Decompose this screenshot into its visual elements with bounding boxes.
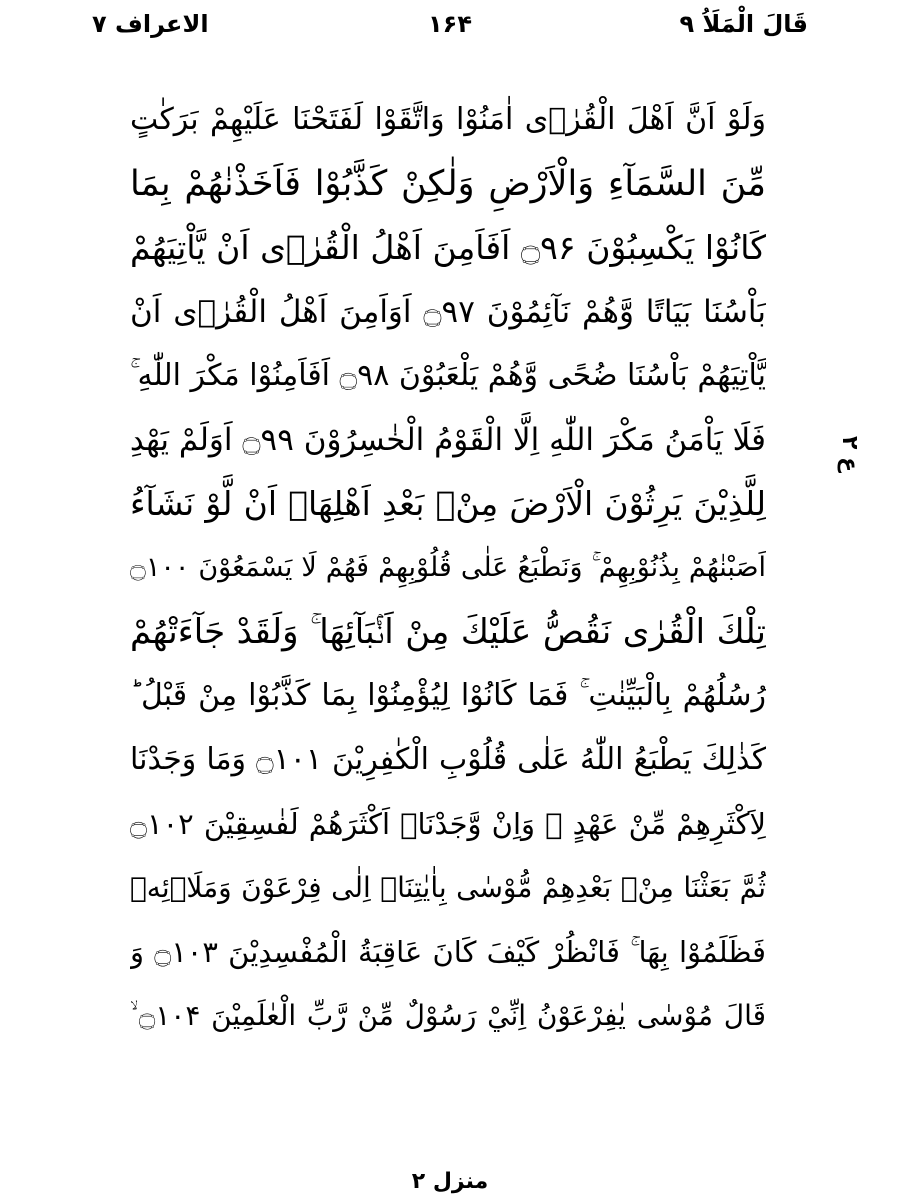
surah-name: الاعراف ۷	[92, 10, 209, 38]
page-number: ۱۶۴	[428, 10, 472, 38]
text-line: ثُمَّ بَعَثْنَا مِنْۢ بَعْدِهِمْ مُّوْسٰى بِاٰيٰتِنَاۤ اِلٰى فِرْعَوْنَ وَمَلَا۟ئِهٖ	[130, 871, 766, 904]
page-footer	[0, 1168, 900, 1200]
text-line: كَذٰلِكَ يَطْبَعُ اللّٰهُ عَلٰى قُلُوْبِ الْكٰفِرِيْنَ ۝۱۰۱ وَمَا وَجَدْنَا	[130, 742, 766, 777]
text-line: رُسُلُهُمْ بِالْبَيِّنٰتِ ۚ فَمَا كَانُوْا لِيُؤْمِنُوْا بِمَا كَذَّبُوْا مِنْ قَبْلُ ؕ	[130, 678, 766, 713]
text-line: قَالَ مُوْسٰى يٰفِرْعَوْنُ اِنِّيْ رَسُوْلٌ مِّنْ رَّبِّ الْعٰلَمِيْنَ ۝۱۰۴ ۙ	[130, 999, 766, 1032]
text-line: لِاَكْثَرِهِمْ مِّنْ عَهْدٍ ۚ وَاِنْ وَّجَدْنَاۤ اَكْثَرَهُمْ لَفٰسِقِيْنَ ۝۱۰۲	[130, 807, 766, 841]
page-header	[0, 6, 900, 46]
juz-name: قَالَ الْمَلَاُ ۹	[679, 10, 808, 38]
text-line: بَاْسُنَا بَيَاتًا وَّهُمْ نَآئِمُوْنَ ۝۹۷ اَوَاَمِنَ اَهْلُ الْقُرٰۤى اَنْ	[130, 294, 766, 330]
text-line: يَّاْتِيَهُمْ بَاْسُنَا ضُحًى وَّهُمْ يَلْعَبُوْنَ ۝۹۸ اَفَاَمِنُوْا مَكْرَ اللّٰهِ ۚ	[130, 358, 766, 393]
text-line: فَلَا يَاْمَنُ مَكْرَ اللّٰهِ اِلَّا الْقَوْمُ الْخٰسِرُوْنَ ۝۹۹ اَوَلَمْ يَهْدِ	[130, 422, 766, 458]
text-line: وَلَوْ اَنَّ اَهْلَ الْقُرٰۤى اٰمَنُوْا وَاتَّقَوْا لَفَتَحْنَا عَلَيْهِمْ بَرَكٰتٍ	[130, 102, 766, 137]
manzil-label: منزل ۲	[411, 1169, 489, 1194]
quran-text-block	[130, 88, 766, 1112]
text-line: تِلْكَ الْقُرٰى نَقُصُّ عَلَيْكَ مِنْ اَنْۢبَآئِهَا ۚ وَلَقَدْ جَآءَتْهُمْ	[130, 612, 766, 652]
text-line: فَظَلَمُوْا بِهَا ۚ فَانْظُرْ كَيْفَ كَانَ عَاقِبَةُ الْمُفْسِدِيْنَ ۝۱۰۳ وَ	[130, 935, 766, 969]
ruku-margin-mark: ع ۲	[837, 435, 862, 473]
text-line: كَانُوْا يَكْسِبُوْنَ ۝۹۶ اَفَاَمِنَ اَهْلُ الْقُرٰۤى اَنْ يَّاْتِيَهُمْ	[130, 228, 766, 267]
text-line: لِلَّذِيْنَ يَرِثُوْنَ الْاَرْضَ مِنْۢ بَعْدِ اَهْلِهَاۤ اَنْ لَّوْ نَشَآءُ	[130, 484, 766, 523]
text-line: اَصَبْنٰهُمْ بِذُنُوْبِهِمْ ۚ وَنَطْبَعُ عَلٰى قُلُوْبِهِمْ فَهُمْ لَا يَسْمَعُوْنَ ۝۱۰۰	[130, 552, 766, 583]
text-line: مِّنَ السَّمَآءِ وَالْاَرْضِ وَلٰكِنْ كَذَّبُوْا فَاَخَذْنٰهُمْ بِمَا	[130, 164, 766, 204]
